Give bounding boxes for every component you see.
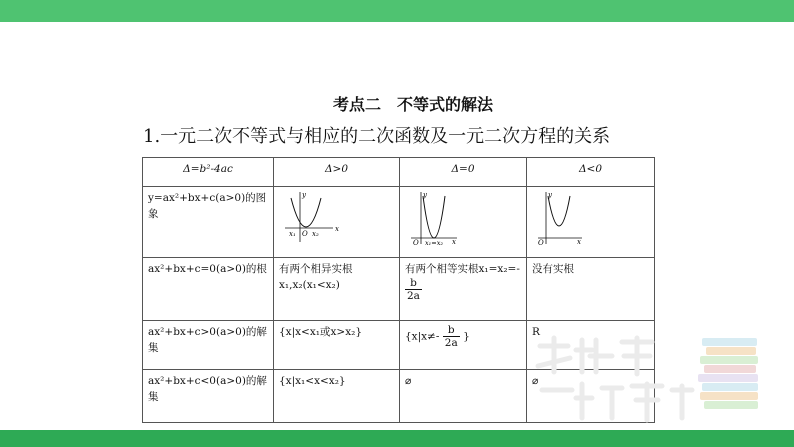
axis-x-label: x bbox=[452, 238, 456, 246]
fraction-b-over-2a bbox=[443, 324, 460, 349]
fraction-denominator: 2a bbox=[444, 337, 458, 349]
subtitle: 1.一元二次不等式与相应的二次函数及一元二次方程的关系 bbox=[143, 126, 611, 147]
root2-label: x₂ bbox=[312, 230, 319, 238]
double-root-label: x₁=x₂ bbox=[425, 239, 443, 246]
axis-x-label: x bbox=[577, 238, 581, 246]
graph-cell-negative bbox=[527, 187, 655, 258]
axis-x-label: x bbox=[335, 225, 339, 233]
parabola-no-root-graph bbox=[532, 188, 637, 246]
greater-text-zero: {x|x≠- bbox=[405, 330, 440, 343]
origin-label: O bbox=[413, 239, 419, 246]
fraction-numerator: b bbox=[405, 277, 422, 290]
origin-label: O bbox=[302, 230, 308, 238]
header-negative: Δ<0 bbox=[527, 158, 655, 187]
header-zero: Δ=0 bbox=[400, 158, 527, 187]
header-discriminant: Δ=b²-4ac bbox=[143, 158, 274, 187]
less-cell-zero: ⌀ bbox=[400, 370, 527, 423]
parabola-two-roots-graph bbox=[279, 188, 384, 246]
greater-cell-negative: R bbox=[527, 321, 655, 370]
graph-cell-positive bbox=[274, 187, 400, 258]
fraction-denominator: 2a bbox=[407, 290, 420, 302]
header-positive: Δ>0 bbox=[274, 158, 400, 187]
fraction-b-over-2a bbox=[405, 277, 422, 302]
greater-cell-zero bbox=[400, 321, 527, 370]
row-label-greater: ax²+bx+c>0(a>0)的解集 bbox=[143, 321, 274, 370]
roots-text-zero: 有两个相等实根x₁=x₂=- bbox=[405, 263, 520, 275]
roots-cell-zero bbox=[400, 258, 527, 321]
greater-text-tail: } bbox=[463, 330, 470, 343]
roots-cell-positive: 有两个相异实根x₁,x₂(x₁<x₂) bbox=[274, 258, 400, 321]
row-label-less: ax²+bx+c<0(a>0)的解集 bbox=[143, 370, 274, 423]
axis-y-label: y bbox=[423, 191, 427, 199]
bottom-banner bbox=[0, 430, 794, 447]
axis-y-label: y bbox=[302, 191, 306, 199]
parabola-double-root-graph bbox=[405, 188, 510, 246]
fraction-numerator: b bbox=[443, 324, 460, 337]
graph-cell-zero bbox=[400, 187, 527, 258]
roots-cell-negative: 没有实根 bbox=[527, 258, 655, 321]
less-cell-positive: {x|x₁<x<x₂} bbox=[274, 370, 400, 423]
less-cell-negative: ⌀ bbox=[527, 370, 655, 423]
row-label-graph: y=ax²+bx+c(a>0)的图象 bbox=[143, 187, 274, 258]
root1-label: x₁ bbox=[289, 230, 296, 238]
table-row-roots bbox=[143, 258, 655, 321]
table-header-row bbox=[143, 158, 655, 187]
greater-cell-positive: {x|x<x₁或x>x₂} bbox=[274, 321, 400, 370]
top-banner bbox=[0, 0, 794, 22]
section-title: 考点二 不等式的解法 bbox=[333, 95, 494, 114]
origin-label: O bbox=[538, 239, 544, 246]
axis-y-label: y bbox=[548, 191, 552, 199]
books-watermark-icon bbox=[532, 326, 782, 426]
row-label-roots: ax²+bx+c=0(a>0)的根 bbox=[143, 258, 274, 321]
table-row-graph bbox=[143, 187, 655, 258]
